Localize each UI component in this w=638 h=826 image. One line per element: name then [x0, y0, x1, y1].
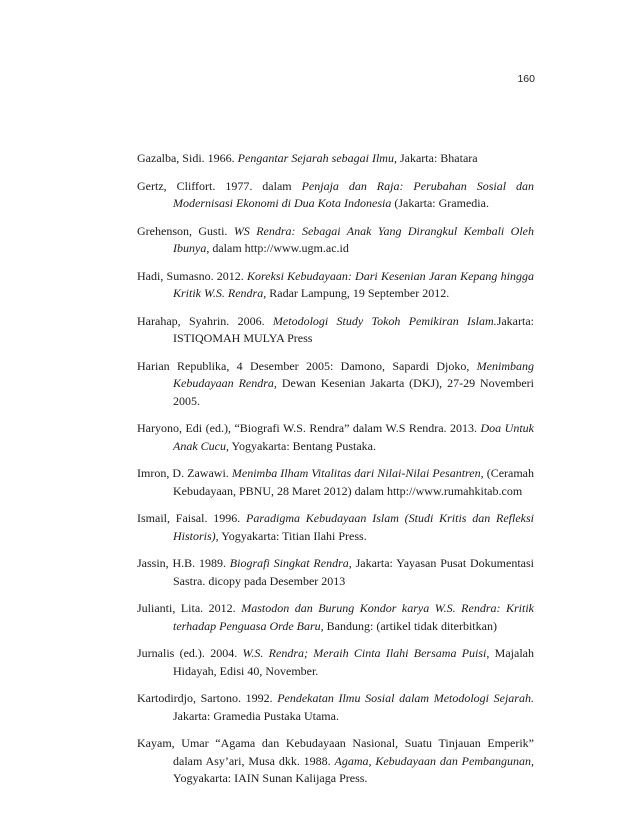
reference-title: Biografi Singkat Rendra,: [229, 556, 352, 570]
reference-title: Doa Untuk Anak Cucu,: [173, 421, 534, 453]
reference-publisher: Majalah Hidayah, Edisi 40, November.: [173, 646, 534, 678]
reference-text: Kayam, Umar “Agama dan Kebudayaan Nasional, Suatu Tinjauan Emperik” dalam Asy’ari, Musa dkk. 1988.: [137, 736, 534, 768]
reference-entry: [137, 150, 534, 168]
bibliography-list: [137, 150, 534, 798]
reference-title: Pendekatan Ilmu Sosial dalam Metodologi Sejarah.: [277, 691, 534, 705]
reference-title: Koreksi Kebudayaan: Dari Kesenian Jaran Kepang hingga Kritik W.S. Rendra,: [173, 268, 534, 300]
reference-publisher: Jakarta: ISTIQOMAH MULYA Press: [173, 313, 534, 345]
reference-publisher: Yogyakarta: Titian Ilahi Press.: [218, 528, 367, 543]
reference-title: Mastodon dan Burung Kondor karya W.S. Rendra: Kritik terhadap Penguasa Orde Baru,: [173, 601, 535, 633]
reference-text: Haryono, Edi (ed.), “Biografi W.S. Rendra” dalam W.S Rendra. 2013.: [137, 421, 481, 435]
reference-publisher: Jakarta: Bhatara: [396, 151, 478, 165]
reference-title: Agama, Kebudayaan dan Pembangunan,: [334, 753, 535, 768]
reference-publisher: (Ceramah Kebudayaan, PBNU, 28 Maret 2012) dalam http://www.rumahkitab.com: [173, 466, 535, 498]
reference-publisher: Yogyakarta: IAIN Sunan Kalijaga Press.: [173, 771, 368, 785]
page-number: 160: [517, 73, 535, 85]
reference-entry: [137, 420, 534, 455]
reference-entry: [137, 313, 534, 348]
reference-text: Gertz, Cliffort. 1977. dalam: [137, 178, 302, 193]
reference-entry: [137, 510, 534, 545]
reference-text: Jassin, H.B. 1989.: [137, 556, 230, 570]
reference-publisher: Bandung: (artikel tidak diterbitkan): [323, 618, 497, 633]
reference-entry: [137, 465, 534, 500]
reference-text: Harahap, Syahrin. 2006.: [137, 313, 273, 328]
reference-entry: [137, 223, 534, 258]
reference-publisher: (Jakarta: Gramedia.: [391, 196, 489, 210]
reference-entry: [137, 600, 534, 635]
reference-entry: [137, 645, 534, 680]
reference-publisher: Dewan Kesenian Jakarta (DKJ), 27-29 Novemberi 2005.: [173, 376, 534, 408]
reference-title: WS Rendra: Sebagai Anak Yang Dirangkul Kembali Oleh Ibunya: [173, 223, 534, 255]
reference-entry: [137, 268, 534, 303]
reference-entry: [137, 690, 534, 725]
reference-publisher: , dalam http://www.ugm.ac.id: [206, 241, 349, 255]
reference-publisher: Radar Lampung, 19 September 2012.: [266, 286, 450, 300]
reference-publisher: Jakarta: Yayasan Pusat Dokumentasi Sastra. dicopy pada Desember 2013: [173, 556, 535, 588]
reference-entry: [137, 178, 534, 213]
reference-publisher: Jakarta: Gramedia Pustaka Utama.: [173, 708, 339, 723]
reference-text: Hadi, Sumasno. 2012.: [137, 268, 248, 283]
reference-text: Harian Republika, 4 Desember 2005: Damono, Sapardi Djoko,: [137, 358, 477, 373]
reference-text: Julianti, Lita. 2012.: [137, 601, 242, 615]
reference-text: Imron, D. Zawawi.: [137, 466, 232, 480]
reference-text: Jurnalis (ed.). 2004.: [137, 646, 243, 660]
reference-text: Ismail, Faisal. 1996.: [137, 511, 246, 525]
reference-entry: [137, 358, 534, 411]
reference-title: Pengantar Sejarah sebagai Ilmu,: [237, 151, 397, 165]
reference-publisher: Yogyakarta: Bentang Pustaka.: [229, 438, 376, 453]
reference-entry: [137, 735, 534, 788]
reference-title: Penjaja dan Raja: Perubahan Sosial dan Modernisasi Ekonomi di Dua Kota Indonesia: [173, 178, 535, 210]
reference-title: Menimba Ilham Vitalitas dari Nilai-Nilai Pesantren,: [231, 466, 484, 480]
reference-title: W.S. Rendra; Meraih Cinta Ilahi Bersama Puisi,: [242, 646, 490, 660]
reference-entry: [137, 555, 534, 590]
reference-text: Grehenson, Gusti.: [137, 223, 234, 238]
reference-title: Menimbang Kebudayaan Rendra,: [173, 358, 534, 390]
reference-text: Kartodirdjo, Sartono. 1992.: [137, 691, 278, 705]
reference-title: Metodologi Study Tokoh Pemikiran Islam.: [272, 313, 497, 328]
reference-title: Paradigma Kebudayaan Islam (Studi Kritis dan Refleksi Historis),: [173, 511, 534, 543]
reference-text: Gazalba, Sidi. 1966.: [137, 151, 238, 165]
